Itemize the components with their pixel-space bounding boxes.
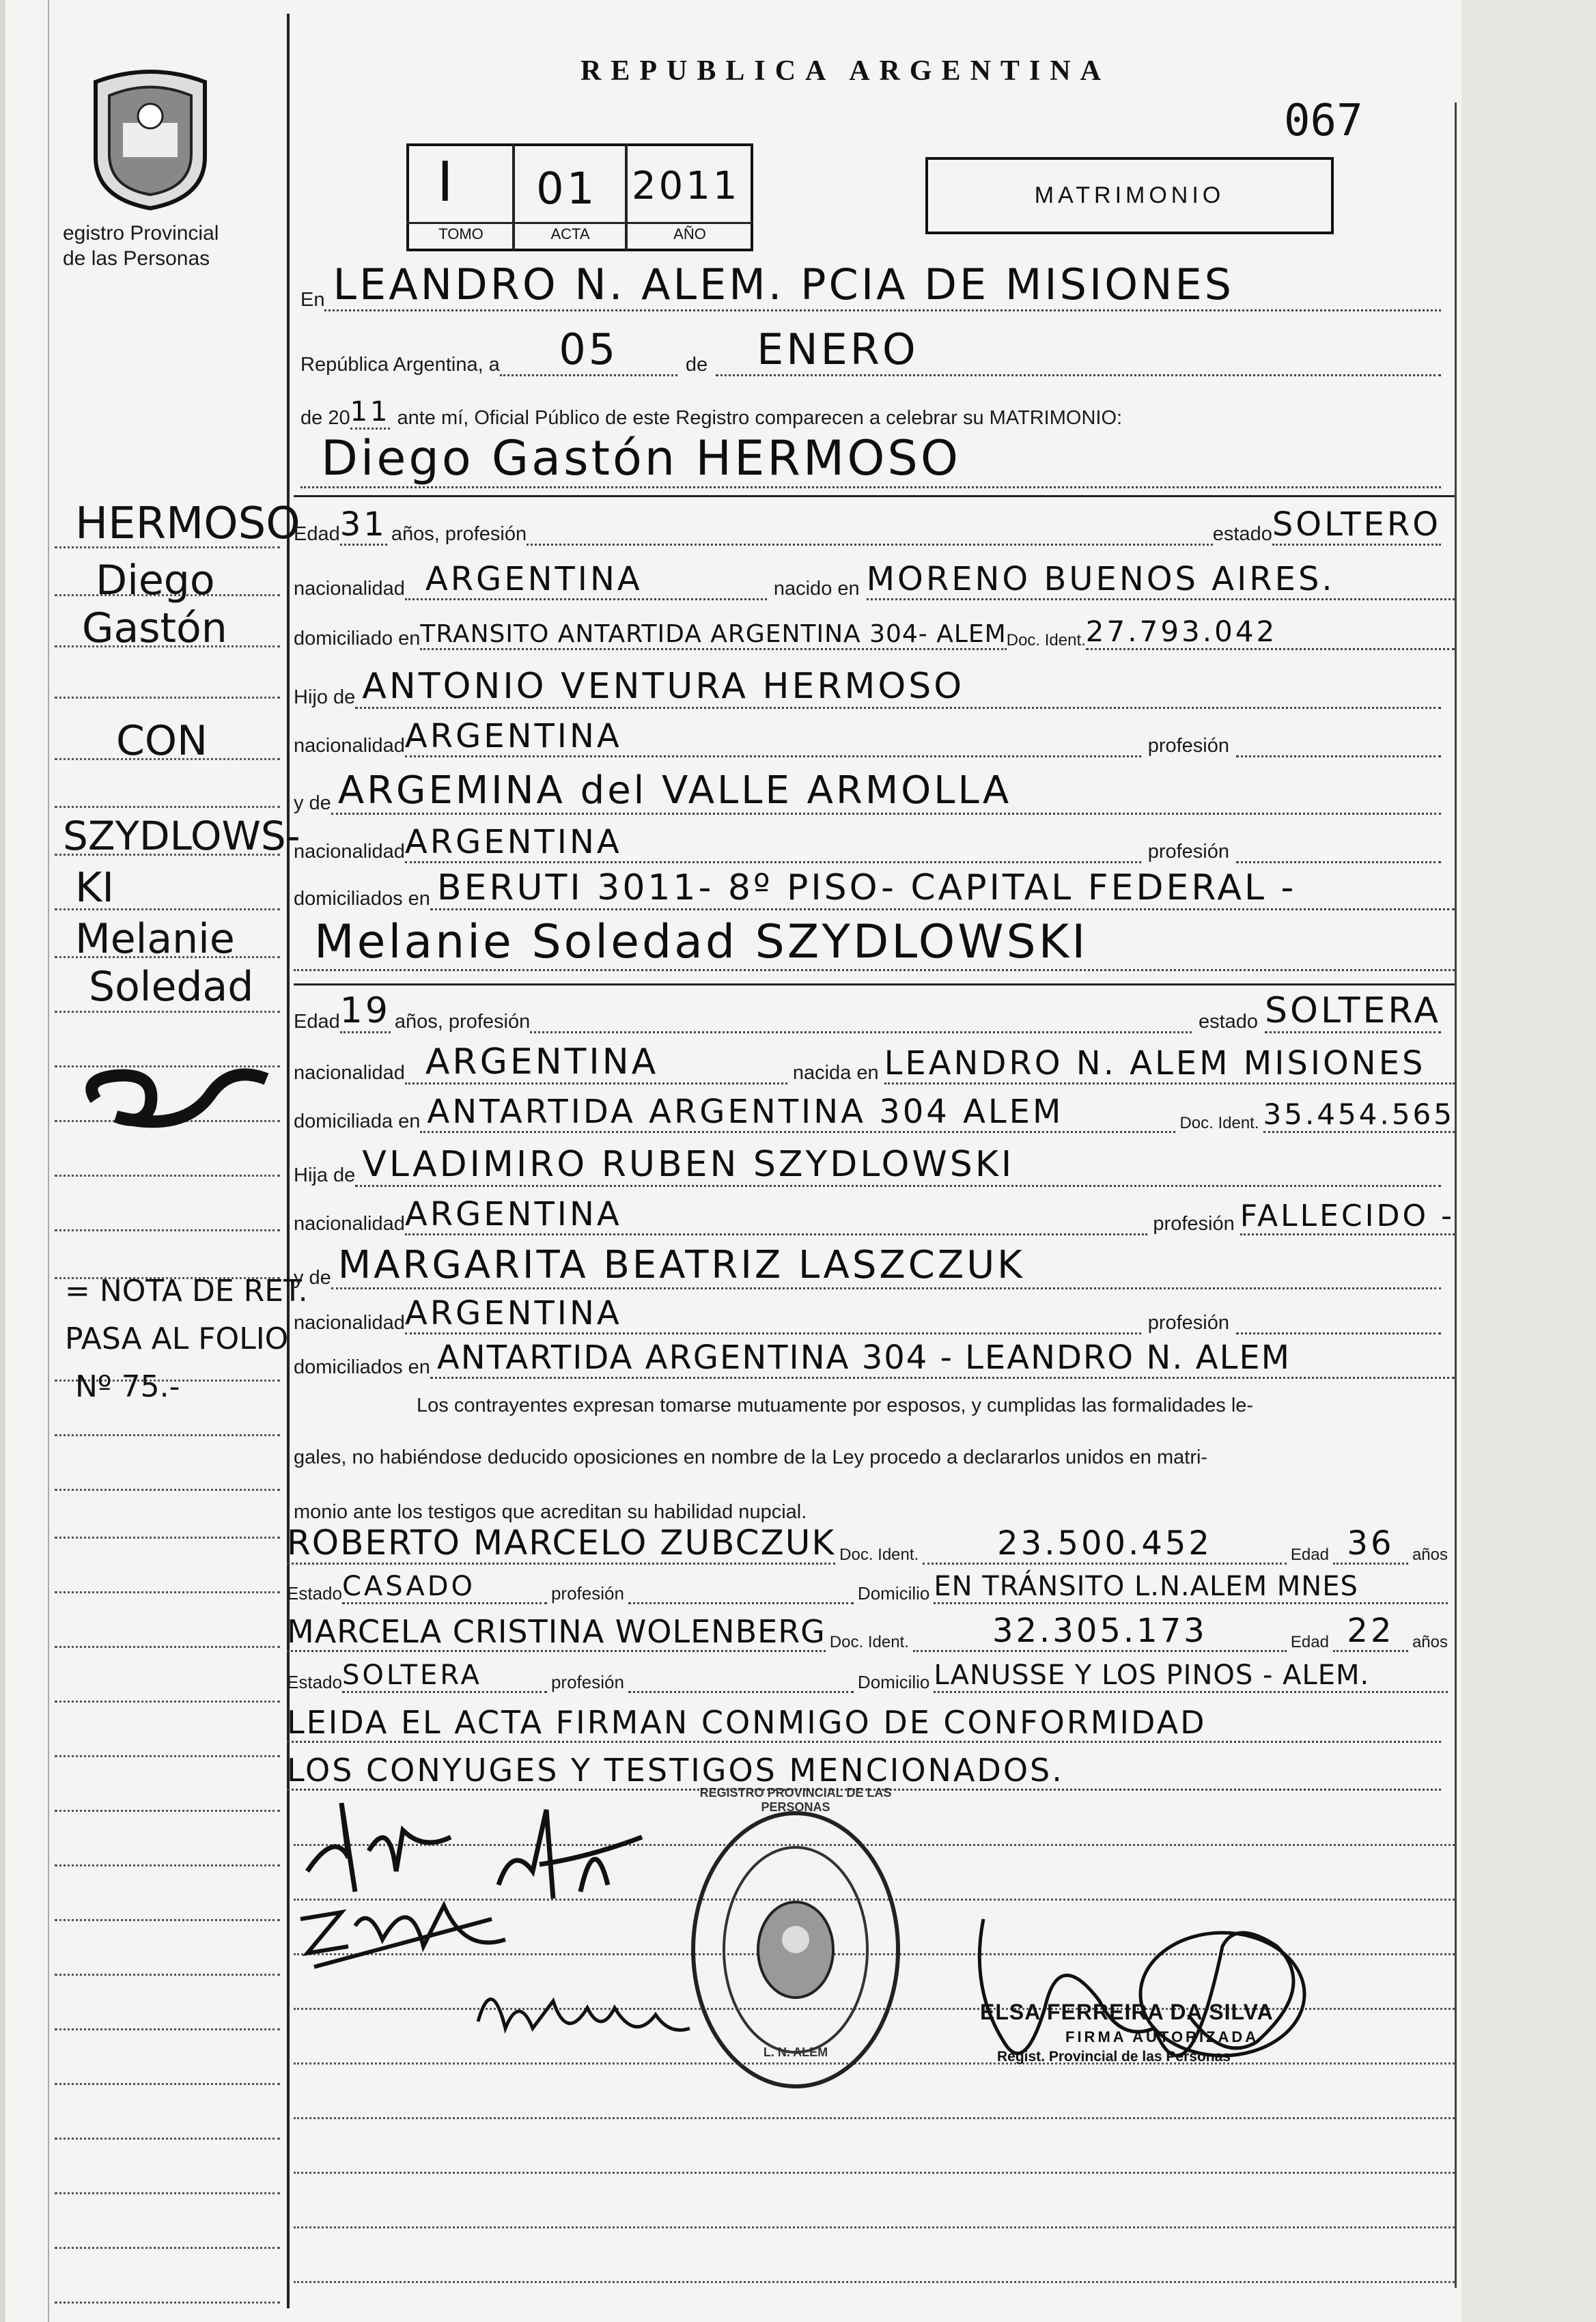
estado-label: estado xyxy=(1212,523,1272,545)
witness2-doc: 32.305.173 xyxy=(913,1612,1287,1652)
margin-rule xyxy=(55,2192,280,2194)
anos-prof-label: años, profesión xyxy=(391,523,527,545)
bride-madre-nac-line xyxy=(294,1294,1441,1334)
anos-label: años xyxy=(1412,1545,1448,1564)
groom-nac-line xyxy=(294,560,1455,600)
acta-value: 01 xyxy=(536,164,598,214)
next-page-shadow xyxy=(1461,0,1596,2322)
bride-name-line xyxy=(294,915,1455,971)
page-edge xyxy=(48,0,49,2322)
dom-label: domiciliada en xyxy=(294,1110,421,1132)
bride-nac-line xyxy=(294,1041,1455,1085)
witness2-estado: SOLTERA xyxy=(342,1660,547,1693)
record-id-divider-1 xyxy=(512,143,515,251)
margin-rule xyxy=(55,1974,280,1976)
groom-nacido-en: MORENO BUENOS AIRES. xyxy=(867,560,1455,600)
right-margin-rule xyxy=(1455,102,1457,2288)
groom-padre-nac: ARGENTINA xyxy=(405,717,1141,757)
groom-profesion xyxy=(527,544,1213,546)
margin-note2: PASA AL FOLIO xyxy=(65,1321,289,1356)
profesion2-label: profesión xyxy=(1147,1312,1229,1334)
edad-label: Edad xyxy=(1290,1633,1329,1651)
margin-con: CON xyxy=(116,717,208,765)
padre-nac-label: nacionalidad xyxy=(294,1213,405,1235)
closing-line2: LOS CONYUGES Y TESTIGOS MENCIONADOS. xyxy=(287,1752,1441,1791)
witness2-line xyxy=(287,1612,1448,1652)
margin-surname: HERMOSO xyxy=(75,499,300,549)
witness2-profesion xyxy=(628,1691,854,1693)
margin-rule xyxy=(55,1919,280,1921)
margin-bride-name2: Soledad xyxy=(89,963,254,1011)
groom-madre-prof xyxy=(1236,861,1441,863)
record-id-divider-2 xyxy=(625,143,628,251)
margin-rule xyxy=(55,1864,280,1866)
margin-rule xyxy=(55,1011,280,1013)
groom-domicilio: TRANSITO ANTARTIDA ARGENTINA 304- ALEM xyxy=(420,620,1006,650)
anos-prof-label: años, profesión xyxy=(394,1011,531,1033)
margin-bride-surname-2: KI xyxy=(75,864,115,912)
groom-name-line xyxy=(300,430,1441,488)
prof-label: profesión xyxy=(550,1583,624,1604)
tomo-label: TOMO xyxy=(438,225,484,242)
bride-padre-prof: FALLECIDO - xyxy=(1240,1199,1455,1235)
witness2-estado-line xyxy=(287,1660,1448,1693)
madre-nac-label: nacionalidad xyxy=(294,841,405,863)
section-divider xyxy=(294,495,1455,497)
nac-label: nacionalidad xyxy=(294,578,405,600)
edad-label: Edad xyxy=(294,523,340,545)
estado-label: Estado xyxy=(287,1583,342,1604)
bride-padre: VLADIMIRO RUBEN SZYDLOWSKI xyxy=(355,1144,1441,1187)
groom-estado: SOLTERO xyxy=(1272,505,1441,546)
margin-flourish-icon xyxy=(75,1052,280,1134)
margin-rule xyxy=(55,2138,280,2140)
bride-doms-line xyxy=(294,1339,1455,1379)
edad-label: Edad xyxy=(294,1011,340,1033)
groom-doms-line xyxy=(294,867,1455,910)
groom-edad: 31 xyxy=(340,505,387,546)
bride-edad: 19 xyxy=(340,990,391,1033)
top-left-crease xyxy=(0,0,5,2322)
ante-text: ante mí, Oficial Público de este Registro comparecen a celebrar su MATRIMONIO: xyxy=(397,407,1123,429)
empty-rule xyxy=(294,2117,1455,2119)
witness1-signature-icon xyxy=(287,1878,519,1981)
groom-doc: 27.793.042 xyxy=(1086,615,1455,650)
groom-madre: ARGEMINA del VALLE ARMOLLA xyxy=(331,768,1441,815)
margin-bride-surname-1: SZYDLOWS- xyxy=(63,813,300,859)
groom-dom-line xyxy=(294,615,1455,650)
dom-label: Domicilio xyxy=(857,1583,930,1604)
bride-padres-domicilio: ANTARTIDA ARGENTINA 304 - LEANDRO N. ALEM xyxy=(430,1339,1455,1379)
bride-madre-prof xyxy=(1236,1332,1441,1334)
bride-edad-line xyxy=(294,990,1441,1033)
doc-type: MATRIMONIO xyxy=(1034,182,1225,208)
anio-label: AÑO xyxy=(673,225,706,242)
margin-rule xyxy=(55,1810,280,1812)
margin-rule xyxy=(55,697,280,699)
provincial-seal-icon xyxy=(82,61,219,212)
anio-value: 2011 xyxy=(632,164,740,208)
groom-madre-line xyxy=(294,768,1441,815)
margin-rule xyxy=(55,1755,280,1757)
yde-label: y de xyxy=(294,792,331,814)
bride-madre-nac: ARGENTINA xyxy=(405,1294,1141,1334)
margin-rule xyxy=(55,1175,280,1177)
dom-label: domiciliado en xyxy=(294,628,421,649)
date-line xyxy=(300,324,1441,376)
doc-label: Doc. Ident. xyxy=(829,1633,909,1651)
acta-label: ACTA xyxy=(550,225,590,242)
witness1-line xyxy=(287,1523,1448,1565)
groom-padre-prof xyxy=(1236,755,1441,757)
witness2-domicilio: LANUSSE Y LOS PINOS - ALEM. xyxy=(934,1660,1448,1693)
bride-padre-nac-line xyxy=(294,1195,1455,1235)
witness1-estado: CASADO xyxy=(342,1571,547,1604)
doc-type-box xyxy=(925,157,1334,234)
closing-line1: LEIDA EL ACTA FIRMAN CONMIGO DE CONFORMIDAD xyxy=(287,1704,1441,1743)
bride-padre-nac: ARGENTINA xyxy=(405,1195,1148,1235)
margin-rule xyxy=(55,2247,280,2249)
bride-madre-line xyxy=(294,1243,1441,1289)
bride-domicilio: ANTARTIDA ARGENTINA 304 ALEM xyxy=(420,1093,1175,1133)
record-id-label-rule xyxy=(406,222,753,224)
witness1-doc: 23.500.452 xyxy=(923,1524,1287,1565)
prof-label: profesión xyxy=(550,1672,624,1692)
officer-name: ELSA FERREIRA DA SILVA xyxy=(980,2000,1274,2024)
bride-name: Melanie Soledad SZYDLOWSKI xyxy=(294,915,1455,971)
margin-name1: Diego xyxy=(96,557,215,604)
bride-profesion xyxy=(530,1031,1192,1033)
hija-label: Hija de xyxy=(294,1164,356,1186)
margin-rule xyxy=(55,2083,280,2085)
de-label: de xyxy=(685,354,708,376)
year-prefix: de 20 xyxy=(300,407,350,429)
dom-label: Domicilio xyxy=(857,1672,930,1692)
bride-nacionalidad: ARGENTINA xyxy=(405,1041,787,1085)
officer-firma: FIRMA AUTORIZADA xyxy=(1065,2028,1259,2045)
margin-rule xyxy=(55,1434,280,1436)
groom-nacionalidad: ARGENTINA xyxy=(405,560,767,600)
estado-label: estado xyxy=(1198,1011,1259,1033)
anos-label: años xyxy=(1412,1633,1448,1651)
hijo-label: Hijo de xyxy=(294,686,356,708)
margin-name2: Gastón xyxy=(82,604,227,652)
witness1-name: ROBERTO MARCELO ZUBCZUK xyxy=(287,1523,835,1565)
margin-rule xyxy=(55,1591,280,1593)
groom-name: Diego Gastón HERMOSO xyxy=(300,430,1441,488)
groom-edad-line xyxy=(294,505,1441,546)
round-seal-city: L. N. ALEM xyxy=(763,2045,828,2059)
doc-label: Doc. Ident. xyxy=(1006,631,1086,649)
doc-label: Doc. Ident. xyxy=(839,1545,919,1564)
nacido-label: nacido en xyxy=(773,578,860,600)
bride-doc: 35.454.565 xyxy=(1263,1097,1455,1133)
empty-rule xyxy=(294,2172,1455,2174)
groom-padre-nac-line xyxy=(294,717,1441,757)
round-seal-text: REGISTRO PROVINCIAL DE LAS PERSONAS xyxy=(699,1786,892,1814)
margin-rule xyxy=(55,1646,280,1648)
witness2-edad: 22 xyxy=(1333,1612,1408,1652)
place-line xyxy=(300,260,1441,311)
groom-madre-nac-line xyxy=(294,823,1441,863)
doms-label: domiciliados en xyxy=(294,1356,430,1378)
page-number: 067 xyxy=(1284,96,1363,146)
officer-registro: Regist. Provincial de las Personas xyxy=(997,2049,1231,2065)
bride-nacida-en: LEANDRO N. ALEM MISIONES xyxy=(884,1044,1455,1085)
section-divider xyxy=(294,983,1455,985)
country-title: REPUBLICA ARGENTINA xyxy=(580,55,1110,87)
bride-madre: MARGARITA BEATRIZ LASZCZUK xyxy=(331,1243,1441,1289)
declaration-line3: monio ante los testigos que acreditan su habilidad nupcial. xyxy=(294,1501,807,1523)
empty-rule xyxy=(294,2281,1455,2283)
place-value: LEANDRO N. ALEM. PCIA DE MISIONES xyxy=(324,260,1441,311)
groom-padre: ANTONIO VENTURA HERMOSO xyxy=(355,666,1441,709)
doms-label: domiciliados en xyxy=(294,888,430,910)
yde-label: y de xyxy=(294,1267,331,1289)
witness2-signature-icon xyxy=(464,1967,697,2069)
witness1-estado-line xyxy=(287,1571,1448,1604)
month-value: ENERO xyxy=(716,324,1441,376)
ante-line xyxy=(300,396,1441,430)
margin-rule xyxy=(55,1229,280,1231)
margin-bride-name1: Melanie xyxy=(75,915,235,963)
nacida-label: nacida en xyxy=(792,1062,879,1084)
doc-label: Doc. Ident. xyxy=(1179,1114,1259,1132)
profesion-label: profesión xyxy=(1153,1213,1235,1235)
groom-hijo-line xyxy=(294,666,1441,709)
groom-padres-domicilio: BERUTI 3011- 8º PISO- CAPITAL FEDERAL - xyxy=(430,867,1455,910)
margin-rule xyxy=(55,1701,280,1703)
empty-rule xyxy=(294,2226,1455,2228)
margin-rule xyxy=(55,1537,280,1539)
margin-rule xyxy=(55,2028,280,2030)
nac-label: nacionalidad xyxy=(294,1062,405,1084)
witness1-profesion xyxy=(628,1602,854,1604)
profesion-label: profesión xyxy=(1147,735,1229,757)
padre-nac-label: nacionalidad xyxy=(294,735,405,757)
bride-hija-line xyxy=(294,1144,1441,1187)
bride-dom-line xyxy=(294,1093,1455,1133)
witness1-domicilio: EN TRÁNSITO L.N.ALEM MNES xyxy=(934,1571,1448,1604)
en-label: En xyxy=(300,289,325,311)
day-value: 05 xyxy=(500,324,677,376)
witness2-name: MARCELA CRISTINA WOLENBERG xyxy=(287,1613,826,1652)
margin-rule xyxy=(55,1489,280,1491)
margin-rule xyxy=(55,806,280,808)
margin-note3: Nº 75.- xyxy=(75,1369,180,1404)
bride-estado: SOLTERA xyxy=(1265,990,1441,1033)
tomo-value: I xyxy=(437,150,456,214)
year-suffix: 11 xyxy=(350,396,391,430)
margin-rule xyxy=(55,2302,280,2304)
registry-line2: de las Personas xyxy=(63,247,210,270)
declaration-line2: gales, no habiéndose deducido oposiciones en nombre de la Ley procedo a declararlos unidos en matri- xyxy=(294,1446,1208,1468)
republica-label: República Argentina, a xyxy=(300,354,500,376)
edad-label: Edad xyxy=(1290,1545,1329,1564)
groom-madre-nac: ARGENTINA xyxy=(405,823,1141,863)
witness1-edad: 36 xyxy=(1333,1524,1408,1565)
declaration-line1: Los contrayentes expresan tomarse mutuamente por esposos, y cumplidas las formalidades le- xyxy=(417,1395,1254,1416)
estado-label: Estado xyxy=(287,1672,342,1692)
registry-line1: egistro Provincial xyxy=(63,222,219,244)
margin-note1: = NOTA DE RET. xyxy=(65,1274,308,1309)
profesion2-label: profesión xyxy=(1147,841,1229,863)
madre-nac-label: nacionalidad xyxy=(294,1312,405,1334)
